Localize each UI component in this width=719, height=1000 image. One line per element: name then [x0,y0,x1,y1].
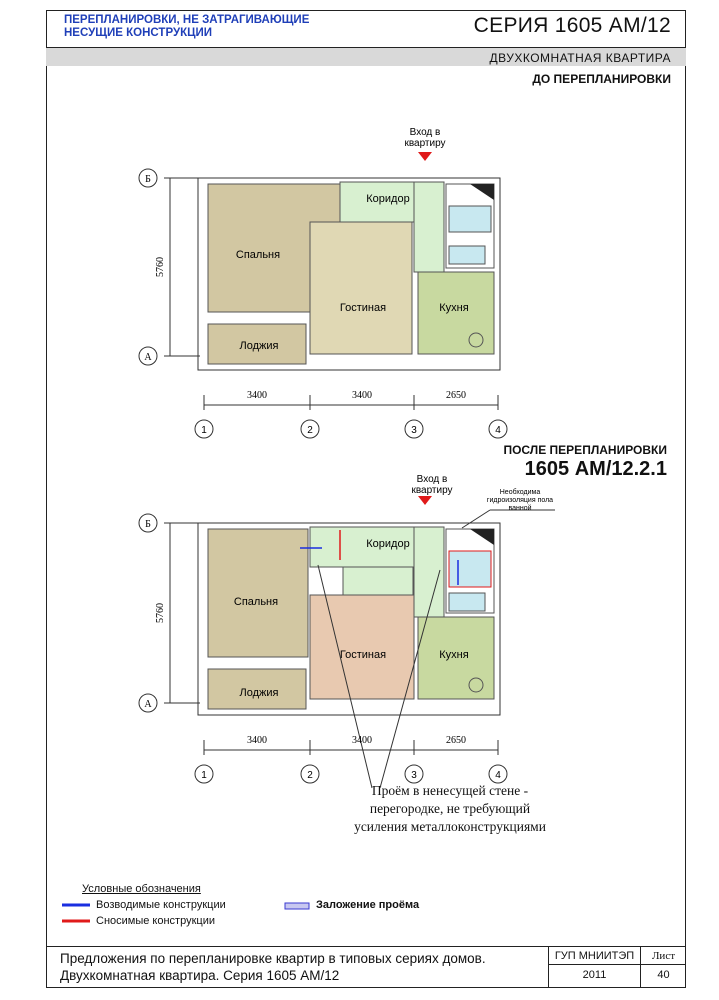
waterproof-note-3: ванной [508,505,532,512]
dim1-before: 3400 [247,390,267,401]
waterproof-note-1: Необходима [499,489,541,496]
bedroom-label-before: Спальня [235,249,281,261]
waterproof-note-2: гидроизоляция пола [486,497,554,504]
entrance-label-after-1: Вход в [416,474,448,485]
axis-2-label-before: 2 [307,425,313,436]
axis-3-label-after: 3 [411,770,417,781]
entrance-label-before-1: Вход в [409,127,441,138]
corridor-before-ext [414,182,444,272]
entrance-arrow-before [418,152,432,161]
loggia-label-before: Лоджия [239,340,279,352]
bathtub-before [449,206,491,232]
plan-after [139,496,555,788]
kitchen-label-before: Кухня [439,302,469,314]
axis-a-label-before: А [144,352,152,363]
living-label-before: Гостиная [339,302,387,314]
axis-2-label-after: 2 [307,770,313,781]
footer-sheet-no: 40 [657,969,670,981]
note-line2: перегородке, не требующий [369,801,531,816]
bedroom-label-after: Спальня [233,596,279,608]
legend-opening-swatch [285,903,309,909]
axis-1-label-after: 1 [201,770,207,781]
height-dim-before: 5760 [155,257,166,277]
footer-line1: Предложения по перепланировке квартир в типовых сериях домов. [60,951,486,966]
entrance-label-before-2: квартиру [404,138,446,149]
kitchen-label-after: Кухня [439,649,469,661]
dim3-before: 2650 [446,390,466,401]
axis-1-label-before: 1 [201,425,207,436]
dim1-after: 3400 [247,735,267,746]
opening-note [330,782,570,836]
series-title: СЕРИЯ 1605 АМ/12 [473,14,671,37]
height-dim-after: 5760 [155,603,166,623]
title-block-divider-3 [548,964,686,965]
note-line1: Проём в ненесущей стене - [371,783,529,798]
legend-title: Условные обозначения [82,883,201,895]
axis-b-label-after: Б [145,519,151,530]
toilet-room-after [449,593,485,611]
note-line3: усиления металлоконструкциями [354,819,546,834]
apartment-type: ДВУХКОМНАТНАЯ КВАРТИРА [489,51,671,65]
living-after [310,595,414,699]
before-label: ДО ПЕРЕПЛАНИРОВКИ [532,72,671,86]
legend-demolished-label: Сносимые конструкции [96,915,215,927]
living-before [310,222,412,354]
axis-4-label-after: 4 [495,770,501,781]
footer-description [60,950,486,984]
dim3-after: 2650 [446,735,466,746]
footer-org: ГУП МНИИТЭП [554,950,635,962]
corridor-label-after: Коридор [366,538,410,550]
closet-after [343,567,413,595]
section-title-line1: ПЕРЕПЛАНИРОВКИ, НЕ ЗАТРАГИВАЮЩИЕ [64,14,310,26]
axis-4-label-before: 4 [495,425,501,436]
entrance-arrow-after [418,496,432,505]
axis-a-label-after: А [144,699,152,710]
footer-year: 2011 [582,969,607,981]
footer-line2: Двухкомнатная квартира. Серия 1605 АМ/12 [60,968,340,983]
footer-sheet-label: Лист [651,950,676,962]
loggia-label-after: Лоджия [239,687,279,699]
legend-opening-label: Заложение проёма [316,899,420,911]
bathtub-after [449,551,491,587]
living-label-after: Гостиная [339,649,387,661]
dim2-before: 3400 [352,390,372,401]
axis-b-label-before: Б [145,174,151,185]
section-title-line2: НЕСУЩИЕ КОНСТРУКЦИИ [64,27,213,39]
after-label: ПОСЛЕ ПЕРЕПЛАНИРОВКИ [503,443,667,457]
toilet-room-before [449,246,485,264]
legend-erected-label: Возводимые конструкции [96,899,226,911]
after-code: 1605 АМ/12.2.1 [524,458,667,480]
bedroom-after [208,529,308,657]
axis-3-label-before: 3 [411,425,417,436]
corridor-label-before: Коридор [366,193,410,205]
dim2-after: 3400 [352,735,372,746]
entrance-label-after-2: квартиру [411,485,453,496]
